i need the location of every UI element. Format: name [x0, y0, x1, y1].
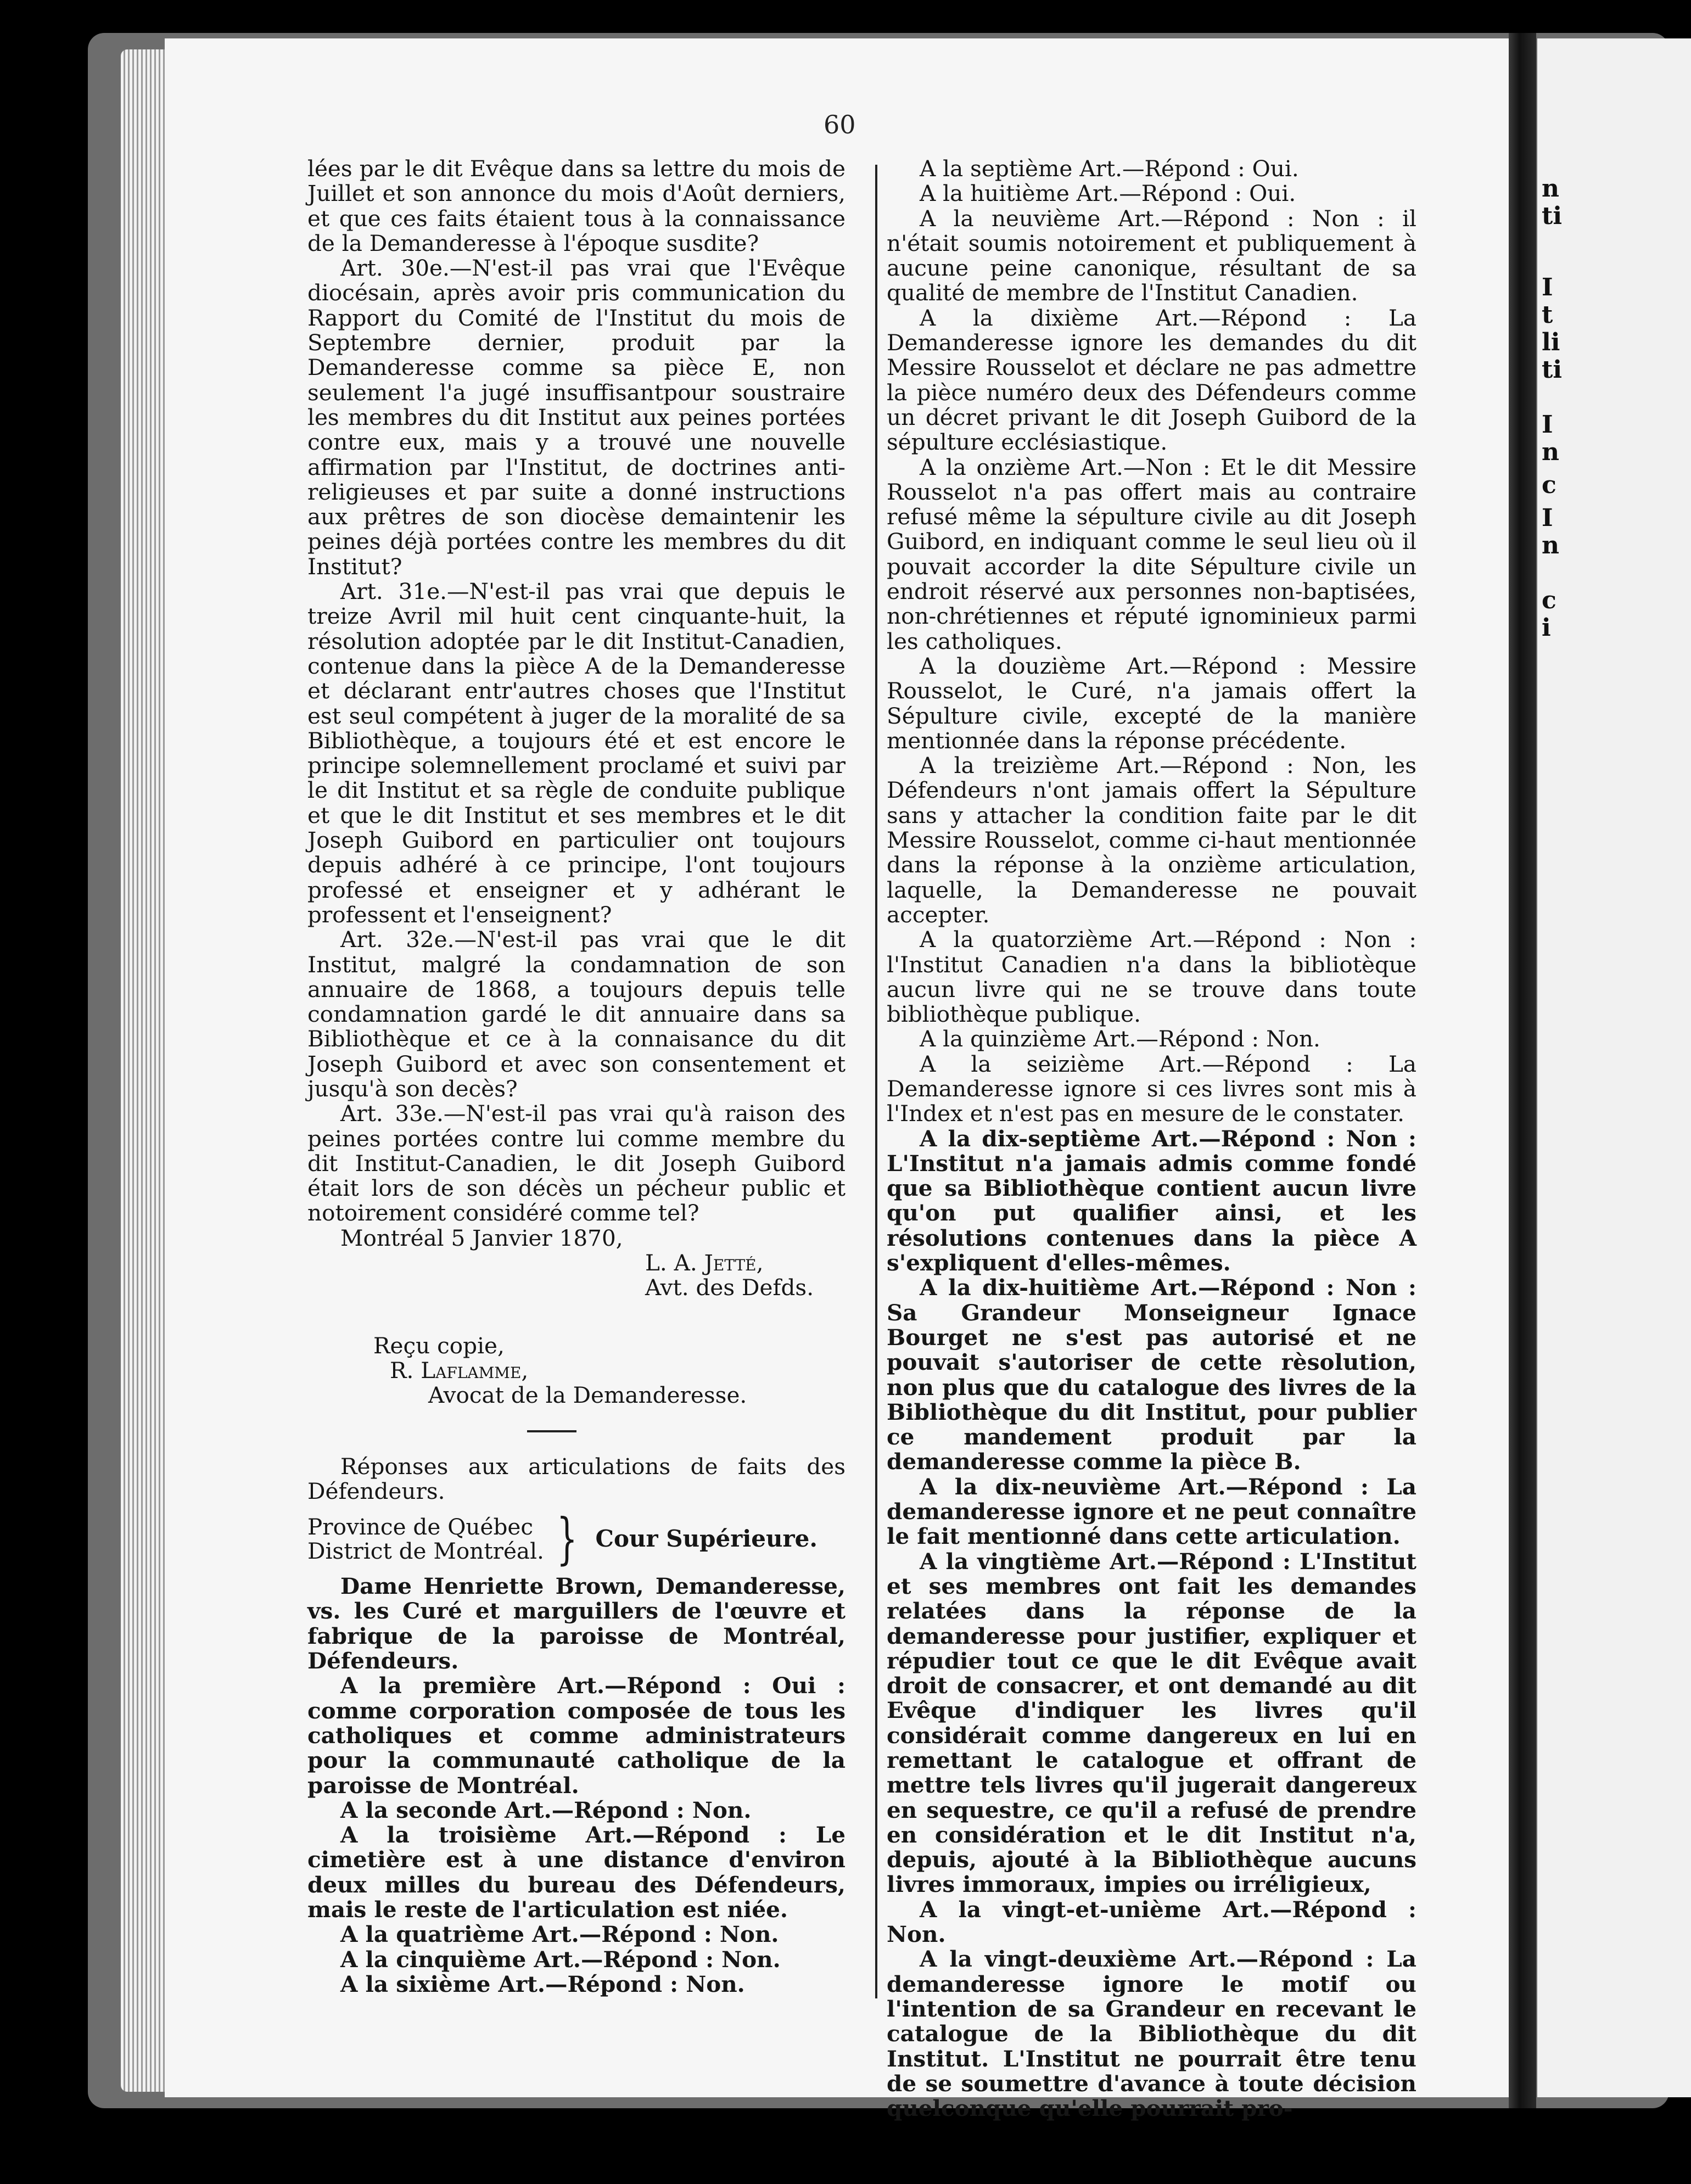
- next-page-fragment: I: [1542, 273, 1553, 301]
- paragraph-article-33: Art. 33e.—N'est-il pas vrai qu'à raison des peines portées contre lui comme membre du dit Institut-Canadien, le dit Joseph Guibord était lors de son décès un pécheur public et notoirement considéré comme tel?: [307, 1100, 845, 1227]
- response-item: A la dix-septième Art.—Répond : Non : L'Institut n'a jamais admis comme fondé que sa Bibliothèque contient aucun livre qu'on put qualifier ainsi, et les résolutions contenues dans la pièce A s'expliquent d'elles-mêmes.: [887, 1125, 1416, 1276]
- response-item: A la dix-neuvième Art.—Répond : La demanderesse ignore et ne peut connaître le fait mentionné dans cette articulation.: [887, 1473, 1416, 1550]
- response-item: A la seconde Art.—Répond : Non.: [340, 1796, 752, 1823]
- response-item: A la quatorzième Art.—Répond : Non : l'Institut Canadien n'a dans la bibliotèque aucun livre qui ne se trouve dans toute bibliothèque publique.: [887, 926, 1416, 1028]
- next-page-fragment: ti: [1542, 202, 1563, 230]
- paragraph-article-32: Art. 32e.—N'est-il pas vrai que le dit Institut, malgré la condamnation de son annuaire de 1868, a toujours depuis telle condamnation gardé le dit annuaire dans sa Bibliothèque et ce à la connaisance du dit Joseph Guibord et avec son consentement et jusqu'à son decès?: [307, 926, 845, 1102]
- book-gutter: [1509, 33, 1536, 2108]
- responses-heading: Réponses aux articulations de faits des Défendeurs.: [307, 1453, 845, 1504]
- next-page-fragment: I: [1542, 504, 1553, 532]
- signatory-role: Avt. des Defds.: [645, 1274, 814, 1301]
- response-item: A la cinquième Art.—Répond : Non.: [340, 1946, 781, 1973]
- column-rule: [875, 165, 877, 1998]
- court-header: [307, 1507, 845, 1571]
- parties-line: Dame Henriette Brown, Demanderesse, vs. les Curé et marguillers de l'œuvre et fabrique de la paroisse de Montréal, Défendeurs.: [307, 1573, 845, 1675]
- response-item: A la première Art.—Répond : Oui : comme corporation composée de tous les catholiques et comme administrateurs pour la communauté catholique de la paroisse de Montréal.: [307, 1672, 845, 1799]
- next-page-fragment: t: [1542, 301, 1553, 329]
- response-item: A la dix-huitième Art.—Répond : Non : Sa Grandeur Monseigneur Ignace Bourget ne s'est pas autorisé et ne pouvait s'autoriser de cette rèsolution, non plus que du catalogue des livres de la Bibliothèque du dit Institut, pour publier ce mandement produit par la demanderesse comme la pièce B.: [887, 1274, 1416, 1475]
- response-item: A la vingt-deuxième Art.—Répond : La demanderesse ignore le motif ou l'intention de sa Grandeur en recevant le catalogue de la Bibliothèque du dit Institut. L'Institut ne pourrait être tenu de se soumettre d'avance à toute décision quelconque qu'elle pourrait pro-: [887, 1946, 1416, 2122]
- next-page-fragment: c: [1542, 471, 1556, 499]
- response-item: A la vingtième Art.—Répond : L'Institut et ses membres ont fait les demandes relatées dans la réponse de la demanderesse pour justifier, expliquer et répudier tout ce que le dit Evêque avait droit de consacrer, et ont demandé au dit Evêque d'indiquer les livres qu'il considérait comme dangereux en lui en remettant le catalogue et offrant de mettre tels livres qu'il jugerait dangereux en sequestre, ce qu'il a refusé de prendre en considération et le dit Institut n'a, depuis, ajouté à la Bibliothèque aucuns livres immoraux, impies ou irréligieux,: [887, 1548, 1416, 1898]
- response-item: A la septième Art.—Répond : Oui.: [920, 155, 1299, 182]
- next-page-fragment: i: [1542, 614, 1551, 642]
- next-page-fragment: c: [1542, 586, 1556, 614]
- response-item: A la seizième Art.—Répond : La Demanderesse ignore si ces livres sont mis à l'Index et n'est pas en mesure de le constater.: [887, 1050, 1416, 1127]
- response-item: A la onzième Art.—Non : Et le dit Messire Rousselot n'a pas offert mais au contraire refusé même la sépulture civile au dit Joseph Guibord, en indiquant comme le seul lieu où il pouvait accorder la dite Sépulture civile un endroit réservé aux personnes non-baptisées, non-chrétiennes et réputé ignominieux parmi les catholiques.: [887, 453, 1416, 654]
- response-item: A la dixième Art.—Répond : La Demanderesse ignore les demandes du dit Messire Rousselot et déclare ne pas admettre la pièce numéro deux des Défendeurs comme un décret privant le dit Joseph Guibord de la sépulture ecclésiastique.: [887, 304, 1416, 456]
- jurisdiction-block: [307, 1515, 544, 1563]
- left-column: [307, 156, 845, 1997]
- paragraph: lées par le dit Evêque dans sa lettre du mois de Juillet et son annonce du mois d'Août derniers, et que ces faits étaient tous à la connaissance de la Demanderesse à l'époque susdite?: [307, 155, 845, 256]
- paragraph-article-31: Art. 31e.—N'est-il pas vrai que depuis le treize Avril mil huit cent cinquante-huit, la résolution adoptée par le dit Institut-Canadien, contenue dans la pièce A de la Demanderesse et déclarant entr'autres choses que l'Institut est seul compétent à juger de la moralité de sa Bibliothèque, a toujours été et est encore le principe solemnellement proclamé et suivi par le dit Institut et sa règle de conduite publique et que le dit Institut et ses membres et le dit Joseph Guibord en particulier ont toujours depuis adhéré à ce principe, l'ont toujours professé et enseigner et y adhérant le professent et l'enseignent?: [307, 578, 845, 928]
- right-column: [887, 156, 1416, 2121]
- response-item: A la vingt-et-unième Art.—Répond : Non.: [887, 1896, 1416, 1948]
- response-item: A la treizième Art.—Répond : Non, les Défendeurs n'ont jamais offert la Sépulture sans y attacher la condition faite par le dit Messire Rousselot, comme ci-haut mentionnée dans la réponse à la onzième articulation, laquelle, la Demanderesse ne pouvait accepter.: [887, 752, 1416, 928]
- response-item: A la quinzième Art.—Répond : Non.: [920, 1026, 1320, 1052]
- brace-glyph: }: [556, 1507, 578, 1571]
- response-item: A la neuvième Art.—Répond : Non : il n'était soumis notoirement et publiquement à aucune peine canonique, résultant de sa qualité de membre de l'Institut Canadien.: [887, 205, 1416, 306]
- response-item: A la huitième Art.—Répond : Oui.: [920, 180, 1296, 207]
- response-item: A la douzième Art.—Répond : Messire Rousselot, le Curé, n'a jamais offert la Sépulture civile, excepté de la manière mentionnée dans la réponse précédente.: [887, 652, 1416, 754]
- date-line: Montréal 5 Janvier 1870,: [340, 1224, 623, 1251]
- response-item: A la troisième Art.—Répond : Le cimetière est à une distance d'environ deux milles du bureau des Défendeurs, mais le reste de l'articulation est niée.: [307, 1822, 845, 1923]
- province-label: Province de Québec: [307, 1514, 534, 1541]
- receipt-name: R. Laflamme,: [390, 1357, 529, 1384]
- paragraph-article-30: Art. 30e.—N'est-il pas vrai que l'Evêque diocésain, après avoir pris communication du Rapport du Comité de l'Institut du mois de Septembre dernier, produit par la Demanderesse comme sa pièce E, non seulement l'a jugé insuffisantpour soustraire les membres du dit Institut aux peines portées contre eux, mais y a trouvé une nouvelle affirmation par l'Institut, de doctrines anti-religieuses et par suite a donné instructions aux prêtres de son diocèse demaintenir les peines déjà portées contre les membres du dit Institut?: [307, 255, 845, 580]
- next-page-fragment: I: [1542, 411, 1553, 439]
- section-divider: [527, 1430, 576, 1432]
- next-page-fragment: n: [1542, 531, 1559, 559]
- response-item: A la quatrième Art.—Répond : Non.: [340, 1921, 779, 1948]
- next-page-fragment: ti: [1542, 356, 1563, 384]
- signatory-name: L. A. Jetté,: [645, 1250, 764, 1276]
- receipt-role: Avocat de la Demanderesse.: [428, 1382, 747, 1409]
- receipt-line: Reçu copie,: [373, 1332, 505, 1359]
- court-name: Cour Supérieure.: [595, 1525, 818, 1553]
- response-item: A la sixième Art.—Répond : Non.: [340, 1970, 745, 1997]
- next-page-fragment: n: [1542, 175, 1559, 203]
- next-page-edge: [1537, 38, 1691, 2097]
- page-number: 60: [824, 110, 856, 139]
- next-page-fragment: li: [1542, 328, 1560, 356]
- next-page-fragment: n: [1542, 438, 1559, 466]
- district-label: District de Montréal.: [307, 1538, 544, 1565]
